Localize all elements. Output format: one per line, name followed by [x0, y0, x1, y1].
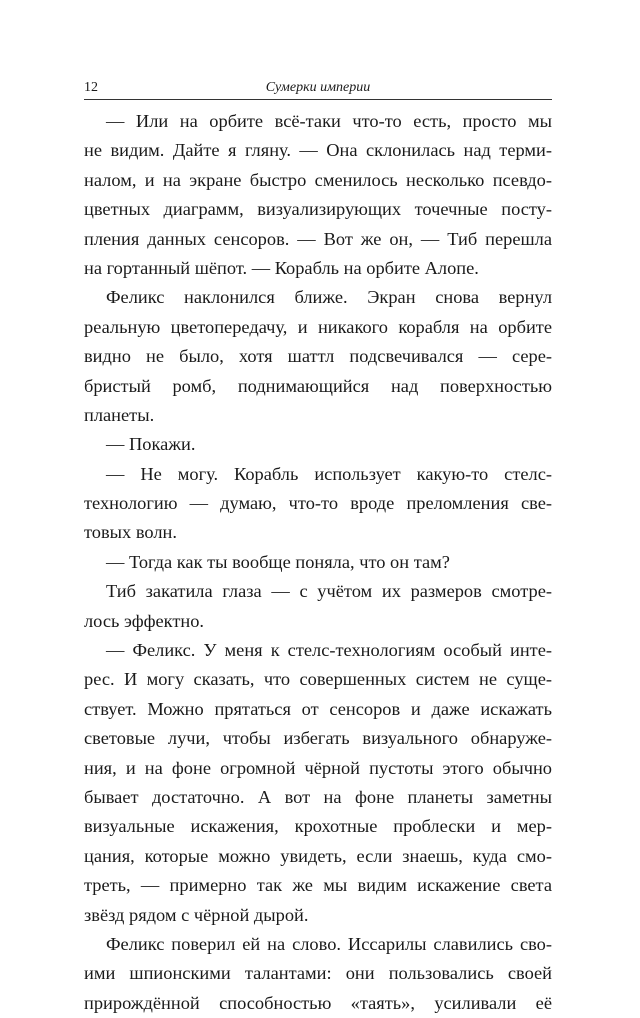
- text-line: — Тогда как ты вообще поняла, что он там?: [106, 551, 450, 572]
- text-line: Феликс поверил ей на слово. Иссарилы славились сво-: [106, 933, 552, 954]
- text-line: технологию — думаю, что-то вроде преломления све-: [84, 493, 552, 514]
- text-line: — Покажи.: [106, 434, 196, 455]
- text-line: налом, и на экране быстро сменилось несколько псевдо-: [84, 169, 552, 190]
- running-title: Сумерки империи: [265, 80, 371, 95]
- text-line: световые лучи, чтобы избегать визуального обнаруже-: [84, 728, 552, 749]
- text-line: не видим. Дайте я гляну. — Она склонилась над терми-: [84, 140, 552, 161]
- running-header: [84, 78, 552, 100]
- text-line: пления данных сенсоров. — Вот же он, — Тиб перешла: [84, 228, 552, 249]
- text-line: цветных диаграмм, визуализирующих точечные посту-: [84, 199, 552, 220]
- text-line: ствует. Можно прятаться от сенсоров и даже искажать: [84, 698, 552, 719]
- text-line: реальную цветопередачу, и никакого корабля на орбите: [84, 316, 552, 337]
- text-line: треть, — примерно так же мы видим искажение света: [84, 875, 552, 896]
- text-line: бристый ромб, поднимающийся над поверхностью: [84, 375, 552, 396]
- text-line: звёзд рядом с чёрной дырой.: [84, 904, 309, 925]
- text-line: ния, и на фоне огромной чёрной пустоты этого обычно: [84, 757, 552, 778]
- text-line: ими шпионскими талантами: они пользовались своей: [84, 963, 552, 984]
- header-rule: [84, 99, 552, 100]
- text-line: прирождённой способностью «таять», усиливали её: [84, 992, 552, 1013]
- text-line: бывает достаточно. А вот на фоне планеты заметны: [84, 786, 552, 807]
- text-line: Тиб закатила глаза — с учётом их размеров смотре-: [106, 581, 552, 602]
- text-line: — Феликс. У меня к стелс-технологиям особый инте-: [106, 640, 552, 661]
- text-line: на гортанный шёпот. — Корабль на орбите Алопе.: [84, 257, 479, 278]
- text-line: лось эффектно.: [84, 610, 205, 631]
- page-number: 12: [84, 80, 98, 95]
- text-line: — Или на орбите всё-таки что-то есть, просто мы: [106, 111, 552, 131]
- text-line: видно не было, хотя шаттл подсвечивался — сере-: [84, 346, 552, 367]
- text-line: Феликс наклонился ближе. Экран снова вернул: [106, 287, 552, 308]
- text-line: цания, которые можно увидеть, если знаешь, куда смо-: [84, 845, 552, 866]
- text-line: планеты.: [84, 404, 155, 425]
- text-line: визуальные искажения, крохотные проблески и мер-: [84, 816, 552, 837]
- body-text: [84, 107, 552, 1018]
- text-line: товых волн.: [84, 522, 177, 543]
- text-line: рес. И могу сказать, что совершенных систем не суще-: [84, 669, 552, 690]
- text-line: — Не могу. Корабль использует какую-то стелс-: [106, 463, 552, 484]
